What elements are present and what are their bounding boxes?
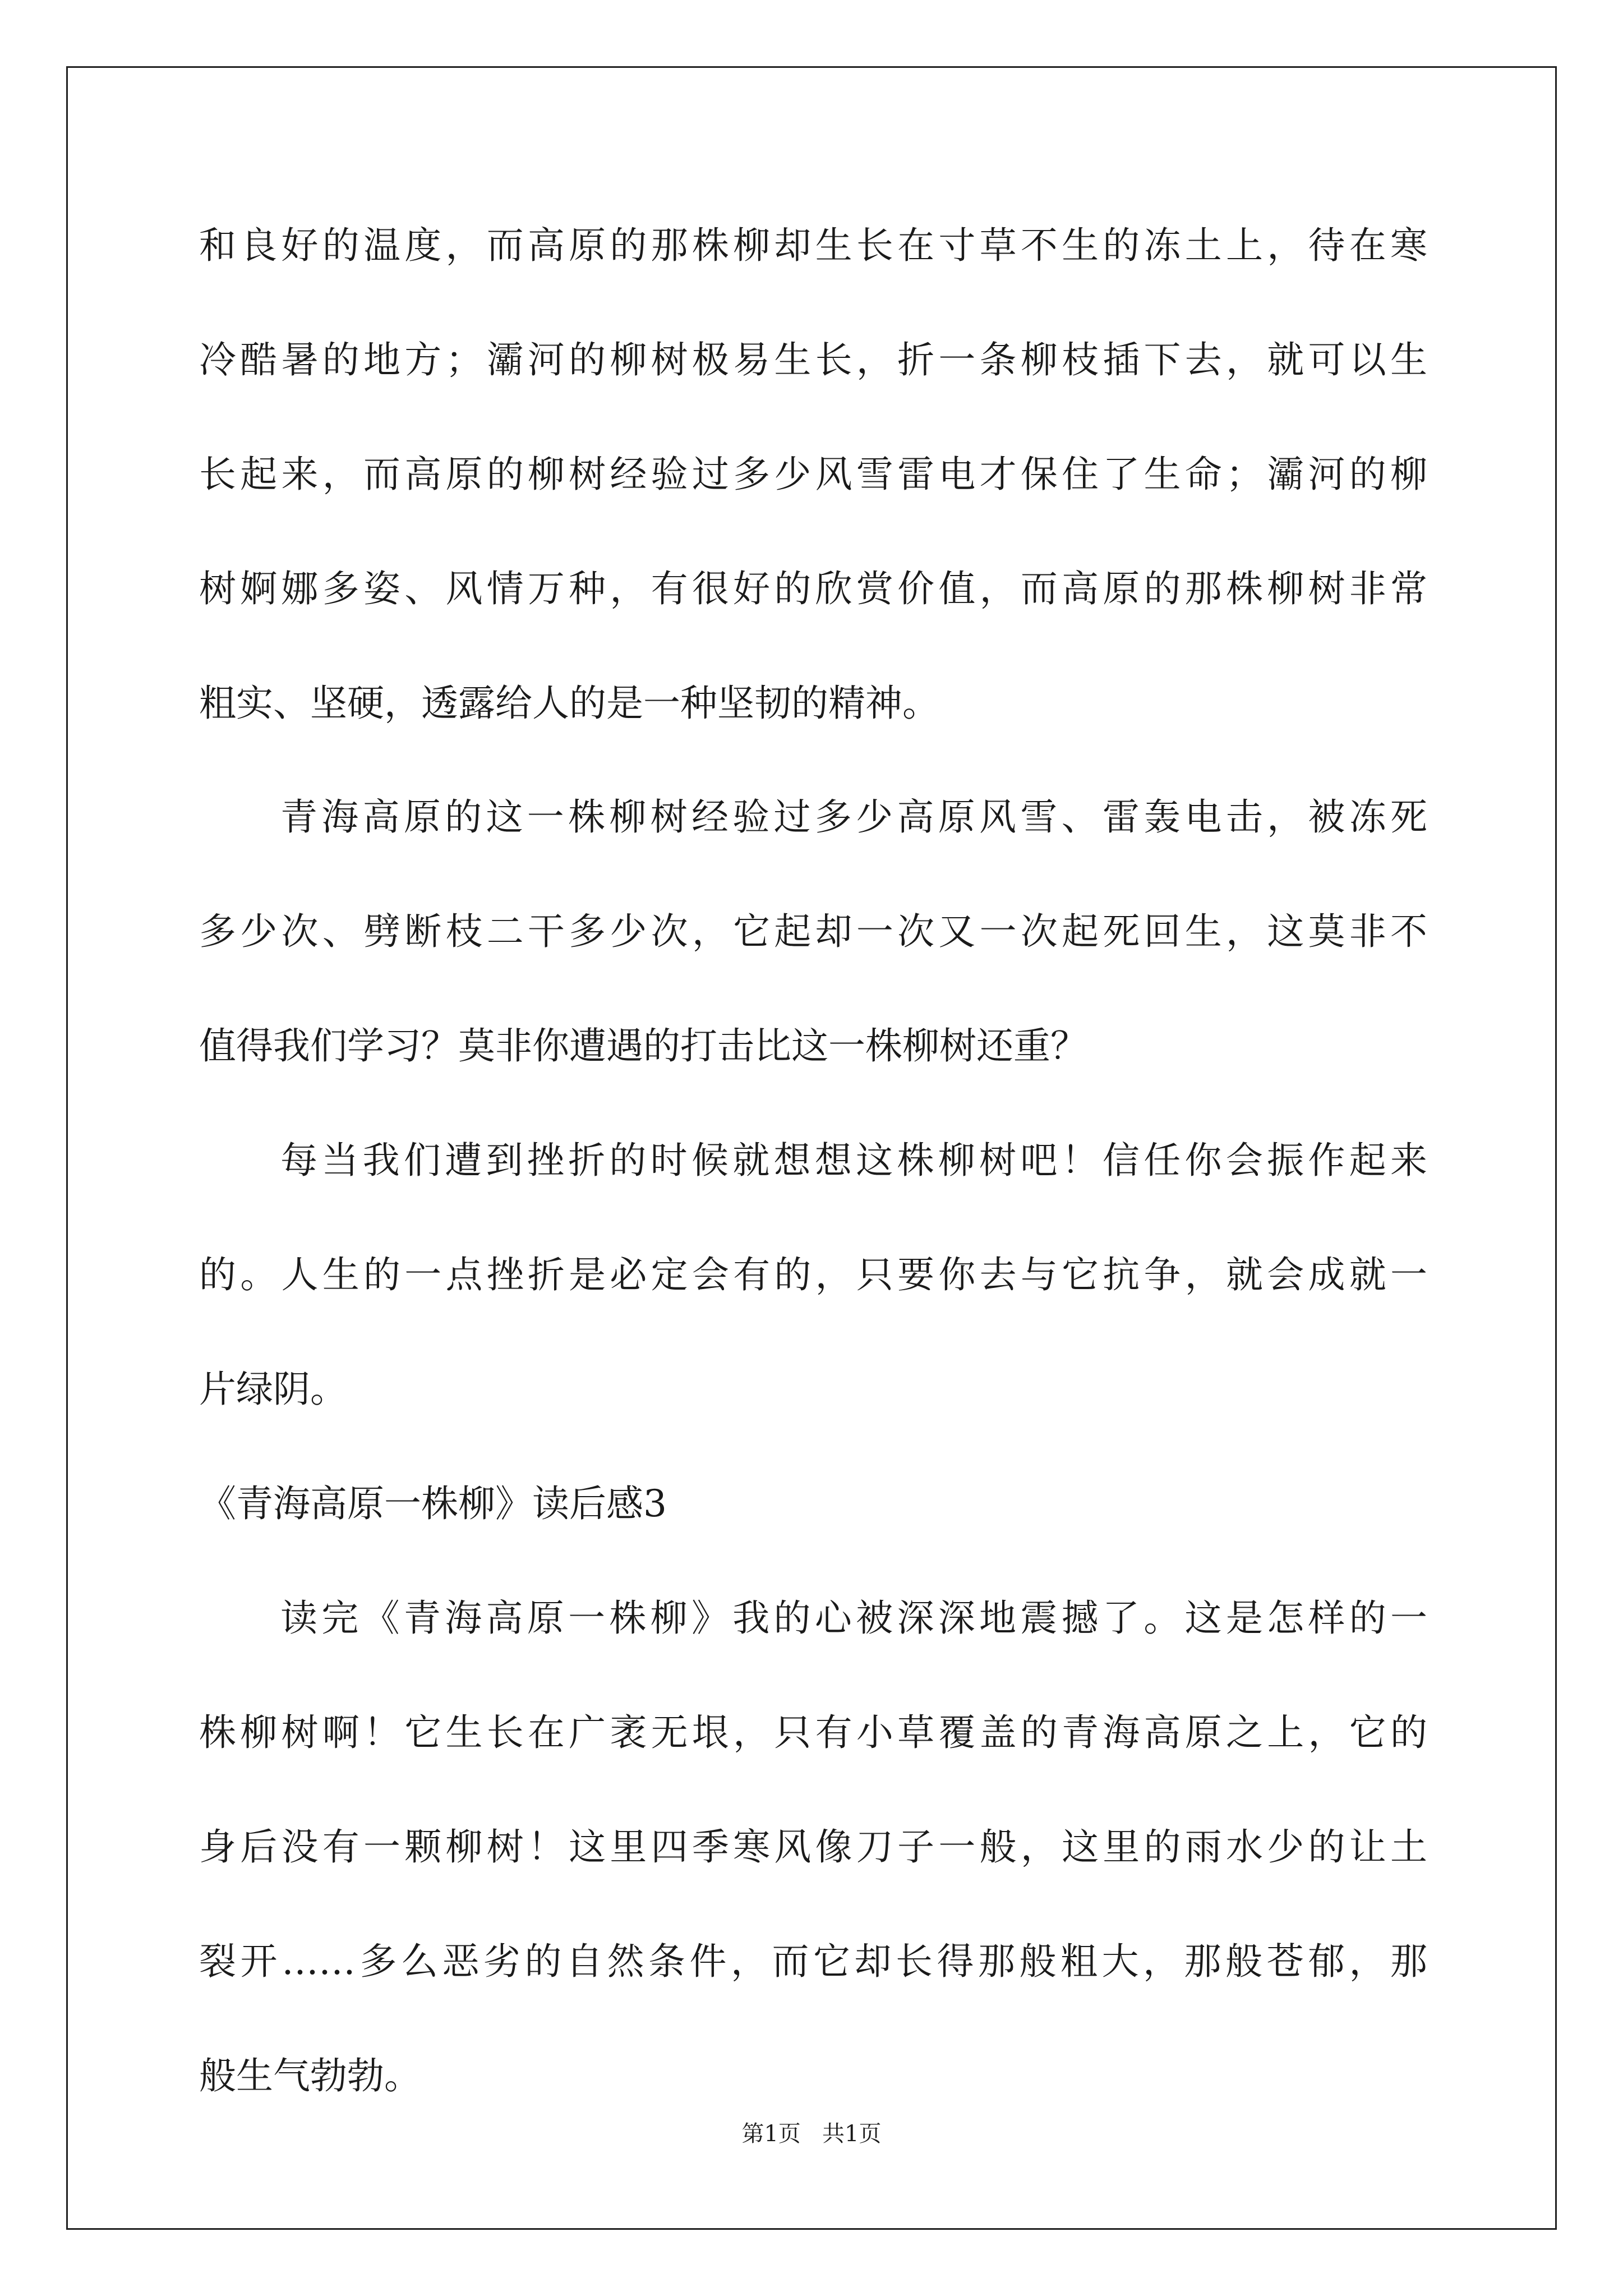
paragraph-3-line-3: 片绿阴。 [199,1368,347,1411]
paragraph-3-line-2: 的。人生的一点挫折是必定会有的，只要你去与它抗争，就会成就一 [199,1253,1427,1296]
paragraph-1-line-1: 和良好的温度，而高原的那株柳却生长在寸草不生的冻土上，待在寒 [199,224,1427,267]
paragraph-4-line-5: 般生气勃勃。 [199,2054,421,2097]
page-number-footer: 第1页 共1页 [741,2121,882,2147]
paragraph-1-line-2: 冷酷暑的地方；灞河的柳树极易生长，折一条柳枝插下去，就可以生 [199,338,1427,381]
paragraph-2-line-1: 青海高原的这一株柳树经验过多少高原风雪、雷轰电击，被冻死 [280,795,1427,839]
paragraph-3-line-1: 每当我们遭到挫折的时候就想想这株柳树吧！信任你会振作起来 [280,1139,1427,1182]
section-heading: 《青海高原一株柳》读后感3 [199,1482,667,1525]
paragraph-1-line-4: 树婀娜多姿、风情万种，有很好的欣赏价值，而高原的那株柳树非常 [199,567,1427,610]
paragraph-1-line-3: 长起来，而高原的柳树经验过多少风雪雷电才保住了生命；灞河的柳 [199,453,1427,496]
paragraph-2-line-2: 多少次、劈断枝二干多少次，它起却一次又一次起死回生，这莫非不 [199,910,1427,953]
paragraph-4-line-2: 株柳树啊！它生长在广袤无垠，只有小草覆盖的青海高原之上，它的 [199,1711,1427,1754]
paragraph-4-line-1: 读完《青海高原一株柳》我的心被深深地震撼了。这是怎样的一 [280,1596,1427,1640]
paragraph-4-line-4: 裂开……多么恶劣的自然条件，而它却长得那般粗大，那般苍郁，那 [199,1940,1427,1983]
paragraph-2-line-3: 值得我们学习？莫非你遭遇的打击比这一株柳树还重？ [199,1024,1087,1068]
paragraph-1-line-5: 粗实、坚硬，透露给人的是一种坚韧的精神。 [199,682,939,725]
paragraph-4-line-3: 身后没有一颗柳树！这里四季寒风像刀子一般，这里的雨水少的让土 [199,1825,1427,1869]
